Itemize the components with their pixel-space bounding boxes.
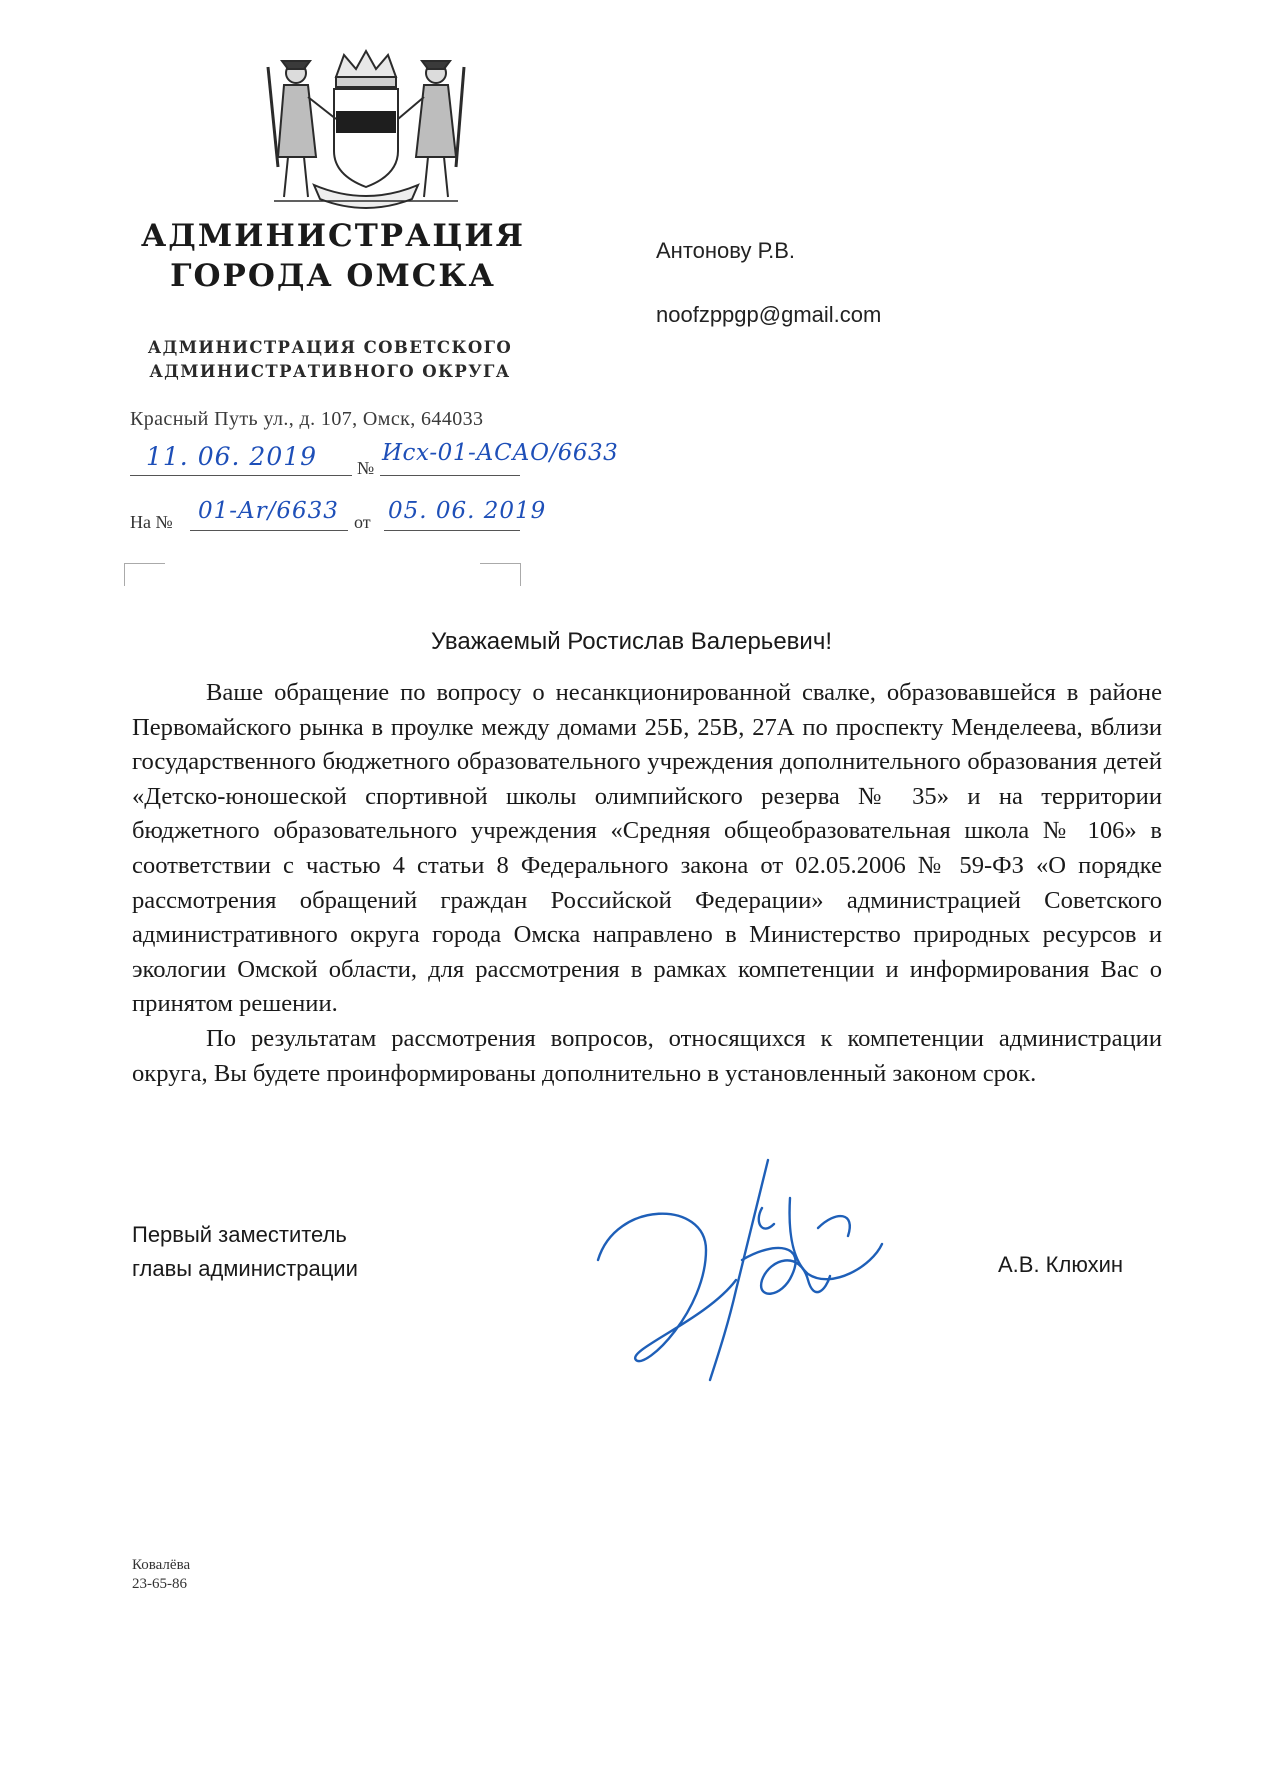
org-title-line2: ГОРОДА ОМСКА <box>170 258 496 294</box>
signatory-name: А.В. Клюхин <box>998 1252 1124 1277</box>
number-label: № <box>357 458 375 478</box>
signatory-role-line2: главы администрации <box>132 1256 358 1281</box>
paragraph: Ваше обращение по вопросу о несанкционированной свалке, образовавшейся в районе Первомайского рынка в проулке между домами 25Б, 25В, 27А по проспекту Менделеева, вблизи государственного бюджетного образовательного учреждения дополнительного образования детей «Детско-юношеской спортивной школы олимпийского резерва № 35» и на территории бюджетного образовательного учреждения «Средняя общеобразовательная школа № 106» в соответствии с частью 4 статьи 8 Федерального закона от 02.05.2006 № 59-ФЗ «О порядке рассмотрения обращений граждан Российской Федерации» администрацией Советского административного округа города Омска направлено в Министерство природных ресурсов и экологии Омской области, для рассмотрения в рамках компетенции и информирования Вас о принятом решении. <box>132 679 1162 1018</box>
org-subtitle <box>130 336 530 384</box>
org-address: Красный Путь ул., д. 107, Омск, 644033 <box>130 408 484 430</box>
executor-phone: 23-65-86 <box>132 1576 187 1592</box>
ref-date-line <box>384 530 520 531</box>
executor-info <box>132 1556 190 1594</box>
executor-name: Ковалёва <box>132 1557 191 1573</box>
letter-body <box>132 676 1162 1091</box>
ref-number-line <box>190 530 348 531</box>
salutation: Уважаемый Ростислав Валерьевич! <box>430 628 832 655</box>
corner-mark-right <box>480 563 521 586</box>
recipient-name: Антонову Р.В. <box>656 238 796 263</box>
ref-number: 01-Ar/6633 <box>198 498 339 524</box>
recipient-email: noofzppgp@gmail.com <box>656 302 882 327</box>
ref-date: 05. 06. 2019 <box>388 498 547 524</box>
outgoing-number-line <box>380 475 520 476</box>
signatory-role-line1: Первый заместитель <box>132 1222 347 1247</box>
signatory-role <box>132 1218 358 1286</box>
coat-of-arms-icon <box>244 47 488 215</box>
paragraph: По результатам рассмотрения вопросов, относящихся к компетенции администрации округа, Вы будете проинформированы дополнительно в установленный законом срок. <box>132 1024 1162 1087</box>
outgoing-date-line <box>130 475 352 476</box>
from-label: от <box>354 512 371 532</box>
org-subtitle-line1: АДМИНИСТРАЦИЯ СОВЕТСКОГО <box>147 338 513 357</box>
handwritten-signature-icon <box>586 1140 956 1400</box>
ref-label: На № <box>130 512 173 532</box>
outgoing-number: Исх-01-АСАО/6633 <box>382 440 619 466</box>
corner-mark-left <box>124 563 165 586</box>
org-title <box>128 216 538 296</box>
org-title-line1: АДМИНИСТРАЦИЯ <box>141 218 525 254</box>
outgoing-date: 11. 06. 2019 <box>146 442 318 471</box>
org-subtitle-line2: АДМИНИСТРАТИВНОГО ОКРУГА <box>149 362 511 381</box>
